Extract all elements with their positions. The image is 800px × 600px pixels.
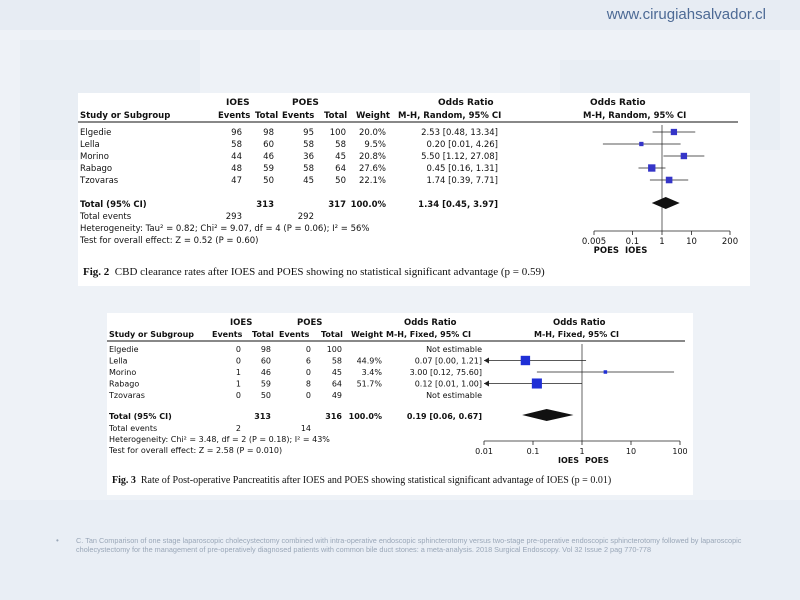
- total1-header: Total: [252, 330, 274, 339]
- or-method-header: M-H, Fixed, 95% CI: [386, 330, 471, 339]
- total1-cell: 59: [260, 379, 271, 389]
- study-name: Rabago: [80, 164, 113, 174]
- weight-cell: 51.7%: [356, 379, 382, 389]
- footnote-bullet: •: [56, 536, 59, 545]
- total2-cell: 49: [331, 391, 342, 400]
- ci-cell: 1.74 [0.39, 7.71]: [426, 176, 498, 186]
- axis-tick-label: 1: [579, 447, 585, 456]
- ci-cell: 0.45 [0.16, 1.31]: [426, 164, 498, 174]
- total1-value: 313: [256, 200, 274, 210]
- events2-cell: 95: [303, 128, 314, 138]
- arrow-left-marker: [484, 358, 489, 364]
- total1-header: Total: [255, 111, 279, 121]
- favours-right: IOES: [625, 246, 648, 256]
- favours-right: POES: [585, 456, 609, 465]
- study-header: Study or Subgroup: [80, 111, 171, 121]
- total1-value: 313: [254, 412, 271, 421]
- events2-cell: 58: [303, 164, 314, 174]
- study-name: Rabago: [109, 379, 140, 389]
- or-title-header: Odds Ratio: [404, 318, 457, 328]
- total-events1: 2: [235, 424, 241, 433]
- study-name: Lella: [80, 140, 100, 150]
- study-name: Elgedie: [80, 128, 112, 138]
- point-estimate-marker: [639, 142, 643, 146]
- events1-cell: 0: [235, 345, 241, 354]
- events2-header: Events: [279, 330, 310, 339]
- group1-header: IOES: [230, 318, 253, 328]
- weight-cell: 3.4%: [361, 368, 382, 377]
- caption-text: CBD clearance rates after IOES and POES showing no statistical significant advantage (p = 0.59): [114, 266, 545, 278]
- total2-cell: 100: [329, 128, 346, 138]
- events1-cell: 1: [235, 368, 241, 377]
- plot-title-header: Odds Ratio: [553, 318, 606, 328]
- or-method-header: M-H, Random, 95% CI: [398, 111, 502, 121]
- total1-cell: 98: [263, 128, 274, 138]
- events1-header: Events: [218, 111, 251, 121]
- point-estimate-marker: [604, 370, 608, 374]
- events1-cell: 58: [231, 140, 242, 150]
- ci-cell: 3.00 [0.12, 75.60]: [409, 368, 482, 377]
- events1-cell: 48: [231, 164, 242, 174]
- total1-cell: 46: [263, 152, 274, 162]
- total1-cell: 50: [263, 176, 274, 186]
- events2-cell: 0: [305, 368, 311, 377]
- total2-cell: 50: [335, 176, 346, 186]
- figure-3: [107, 313, 693, 495]
- study-rows: [108, 345, 482, 400]
- events2-cell: 0: [305, 391, 311, 400]
- pooled-diamond: [652, 197, 680, 209]
- events2-cell: 0: [305, 345, 311, 354]
- events2-cell: 36: [303, 152, 314, 162]
- total2-cell: 45: [335, 152, 346, 162]
- axis-tick-label: 10: [686, 237, 697, 247]
- ci-cell: 0.20 [0.01, 4.26]: [426, 140, 498, 150]
- study-name: Tzovaras: [80, 176, 119, 186]
- total2-cell: 58: [335, 140, 346, 150]
- events1-header: Events: [212, 330, 243, 339]
- total2-value: 316: [325, 412, 342, 421]
- group1-header: IOES: [226, 98, 250, 108]
- ci-cell: Not estimable: [426, 345, 482, 354]
- caption-label: Fig. 2: [83, 266, 110, 278]
- total-events2: 292: [297, 212, 314, 222]
- figure-2: [78, 93, 750, 286]
- figure-caption: [112, 475, 611, 486]
- forest-plot-fig2: [78, 93, 750, 261]
- heterogeneity: Heterogeneity: Chi² = 3.48, df = 2 (P = 0.18); I² = 43%: [109, 435, 330, 444]
- total1-cell: 60: [263, 140, 274, 150]
- ci-cell: 2.53 [0.48, 13.34]: [421, 128, 498, 138]
- events1-cell: 44: [231, 152, 242, 162]
- heterogeneity: Heterogeneity: Tau² = 0.82; Chi² = 9.07, df = 4 (P = 0.06); I² = 56%: [80, 224, 370, 234]
- study-name: Lella: [109, 356, 128, 366]
- total-events-label: Total events: [80, 212, 132, 222]
- axis-tick-label: 0.1: [526, 447, 540, 456]
- overall-effect: Test for overall effect: Z = 0.52 (P = 0.60): [80, 236, 259, 246]
- point-estimate-marker: [521, 356, 530, 365]
- weight-header: Weight: [351, 330, 383, 339]
- ci-cell: 0.12 [0.01, 1.00]: [414, 379, 482, 389]
- plot-title-header: Odds Ratio: [590, 98, 646, 108]
- weight-cell: 44.9%: [356, 356, 382, 366]
- site-url: www.cirugiahsalvador.cl: [606, 6, 766, 23]
- total2-cell: 64: [331, 379, 342, 389]
- total1-cell: 46: [260, 368, 271, 377]
- point-estimate-marker: [532, 378, 542, 388]
- axis-tick-label: 10: [625, 447, 637, 456]
- total-events-label: Total events: [109, 424, 158, 433]
- total2-header: Total: [321, 330, 343, 339]
- favours-left: POES: [593, 246, 619, 256]
- plot-method-header: M-H, Random, 95% CI: [583, 111, 687, 121]
- plot-area: [582, 125, 738, 247]
- weight-cell: 27.6%: [358, 164, 386, 174]
- study-rows: [79, 128, 498, 186]
- axis-tick-label: 0.005: [581, 237, 607, 247]
- study-header: Study or Subgroup: [109, 330, 195, 339]
- point-estimate-marker: [671, 129, 677, 135]
- ci-cell: 5.50 [1.12, 27.08]: [421, 152, 498, 162]
- study-name: Morino: [109, 368, 137, 377]
- axis-tick-label: 100: [672, 447, 688, 456]
- study-name: Morino: [80, 152, 109, 162]
- total2-header: Total: [324, 111, 348, 121]
- point-estimate-marker: [648, 164, 655, 171]
- events1-cell: 47: [231, 176, 242, 186]
- plot-area: [475, 344, 688, 456]
- total-label: Total (95% CI): [80, 200, 147, 210]
- ci-cell: 0.07 [0.00, 1.21]: [414, 356, 482, 366]
- total2-cell: 100: [326, 345, 342, 354]
- total-ci: 1.34 [0.45, 3.97]: [418, 200, 498, 210]
- figure-caption: [83, 266, 545, 278]
- axis-tick-label: 200: [721, 237, 739, 247]
- events2-cell: 8: [305, 379, 311, 389]
- total-events2: 14: [300, 424, 311, 433]
- plot-method-header: M-H, Fixed, 95% CI: [534, 330, 619, 339]
- weight-cell: 20.8%: [358, 152, 386, 162]
- total-weight: 100.0%: [348, 412, 382, 421]
- caption-text: Rate of Post-operative Pancreatitis after IOES and POES showing statistical significant advantage of IOES (p = 0.01): [140, 475, 612, 486]
- total1-cell: 60: [260, 356, 271, 366]
- events2-cell: 45: [303, 176, 314, 186]
- weight-header: Weight: [356, 111, 390, 121]
- or-title-header: Odds Ratio: [438, 98, 494, 108]
- point-estimate-marker: [666, 177, 673, 184]
- axis-tick-label: 0.01: [475, 447, 493, 456]
- total-events1: 293: [225, 212, 242, 222]
- study-name: Elgedie: [109, 345, 139, 354]
- events1-cell: 0: [235, 356, 241, 366]
- ci-cell: Not estimable: [426, 391, 482, 400]
- events2-cell: 58: [303, 140, 314, 150]
- axis-tick-label: 0.1: [625, 237, 640, 247]
- point-estimate-marker: [681, 153, 687, 159]
- overall-effect: Test for overall effect: Z = 2.58 (P = 0.010): [109, 446, 283, 455]
- events2-cell: 6: [305, 356, 311, 366]
- study-name: Tzovaras: [109, 391, 145, 400]
- favours-left: IOES: [557, 456, 579, 465]
- pooled-diamond: [522, 409, 573, 421]
- weight-cell: 9.5%: [364, 140, 386, 150]
- events1-cell: 1: [235, 379, 241, 389]
- total-weight: 100.0%: [350, 200, 386, 210]
- total1-cell: 50: [260, 391, 271, 400]
- total2-cell: 45: [331, 368, 342, 377]
- total-label: Total (95% CI): [109, 412, 172, 421]
- total2-cell: 58: [331, 356, 342, 366]
- group2-header: POES: [292, 98, 319, 108]
- reference-footnote: C. Tan Comparison of one stage laparoscopic cholecystectomy combined with intra-operative endoscopic sphincterotomy versus two-stage pre-operative endoscopic sphincterotomy followed by laparoscopic cholecystectomy for the management of pre-operatively diagnosed patients with common bile duct stones: a meta-analysis. 2018 Surgical Endoscopy. Vol 32 Issue 2 pag 770-778: [76, 536, 742, 554]
- axis-tick-label: 1: [659, 237, 665, 247]
- weight-cell: 20.0%: [358, 128, 386, 138]
- total1-cell: 59: [263, 164, 274, 174]
- caption-label: Fig. 3: [112, 475, 136, 486]
- events2-header: Events: [282, 111, 315, 121]
- total1-cell: 98: [260, 345, 271, 354]
- weight-cell: 22.1%: [358, 176, 386, 186]
- total2-value: 317: [328, 200, 346, 210]
- forest-plot-fig3: [107, 313, 693, 471]
- arrow-left-marker: [484, 381, 489, 387]
- group2-header: POES: [297, 318, 323, 328]
- events1-cell: 0: [235, 391, 241, 400]
- total2-cell: 64: [335, 164, 346, 174]
- events1-cell: 96: [231, 128, 242, 138]
- total-ci: 0.19 [0.06, 0.67]: [406, 412, 482, 421]
